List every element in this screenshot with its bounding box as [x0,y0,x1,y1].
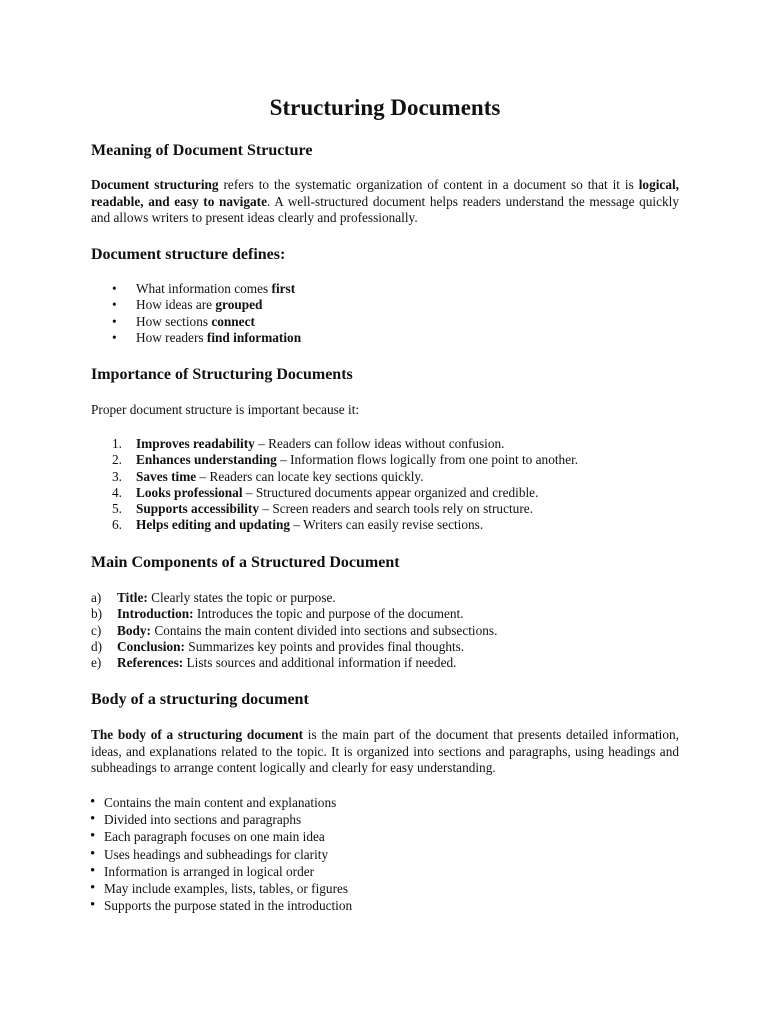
importance-intro: Proper document structure is important because it: [91,402,360,417]
text-run: – Readers can follow ideas without confusion. [254,436,505,451]
text-run: Summarizes key points and provides final thoughts. [184,638,465,654]
bold-term: Title: [117,590,148,605]
text-run: Supports the purpose stated in the introduction [104,898,353,914]
list-item [91,655,497,671]
heading-importance: Importance of Structuring Documents [91,366,353,383]
bold-term: Enhances understanding [136,452,277,468]
list-item [90,880,352,897]
importance-list [112,436,579,534]
list-item [90,794,352,811]
bullet-marker: • [90,811,96,828]
text-run: . A well-structured document helps readers understand the message quickly and allows writers to present ideas clearly and professionally. [91,193,679,225]
bullet-marker: • [90,828,96,845]
text-run: is the main part of the document that presents detailed information, ideas, and explanations related to the topic. It is organized into sections and paragraphs, using headings and subheadings to arrange content logically and clearly for easy understanding. [91,727,679,775]
list-item [112,468,578,485]
heading-meaning: Meaning of Document Structure [91,142,313,159]
bold-term: connect [211,313,255,329]
number-marker: 3. [112,468,122,484]
letter-marker: c) [91,622,102,638]
list-item [112,313,301,330]
text-run: Lists sources and additional information if needed. [183,655,457,671]
defines-list [112,281,302,346]
list-item [112,484,578,501]
bold-term: find information [206,329,302,345]
text-run: – Screen readers and search tools rely on structure. [259,501,533,517]
bold-term: Body: [117,622,151,638]
list-item [90,828,352,845]
list-item [112,501,578,517]
text-run: Uses headings and subheadings for clarity [104,846,329,862]
text-run: – Writers can easily revise sections. [290,517,484,533]
list-item [91,590,497,606]
letter-marker: d) [91,638,103,654]
list-item [90,811,352,828]
text-run: – Structured documents appear organized and credible. [242,484,539,500]
bold-term: Helps editing and updating [136,517,291,533]
bullet-marker: • [112,297,117,313]
letter-marker: e) [91,655,102,671]
list-item [112,452,579,468]
list-item [112,517,578,533]
bold-term: Document structuring [91,177,219,192]
list-item [91,606,497,622]
number-marker: 6. [112,517,122,533]
text-run: – Readers can locate key sections quickly. [196,468,424,484]
paragraph-meaning [91,177,679,227]
components-list [91,590,498,671]
list-item [90,897,353,914]
text-run: How readers [136,329,207,345]
list-item [112,297,301,313]
text-run: Introduces the topic and purpose of the document. [193,606,464,622]
text-run: Information is arranged in logical order [104,863,315,879]
bold-term: Saves time [136,468,197,484]
list-item [90,845,352,863]
bold-term: logical, readable, and easy to navigate [91,177,679,209]
text-run: Each paragraph focuses on one main idea [104,829,325,845]
bold-term: Looks professional [136,484,243,500]
heading-body: Body of a structuring document [91,691,309,708]
list-item [112,329,302,346]
bold-term: grouped [215,297,263,313]
bullet-marker: • [90,897,96,914]
text-run: Contains the main content and explanations [104,795,337,810]
document-title: Structuring Documents [269,95,501,120]
text-run: May include examples, lists, tables, or figures [104,881,349,897]
bold-term: The body of a structuring document [91,727,304,742]
text-run: Divided into sections and paragraphs [104,812,302,828]
heading-components: Main Components of a Structured Document [91,554,400,571]
bullet-marker: • [112,313,117,329]
list-item [91,622,498,639]
bold-term: Conclusion: [117,638,185,654]
bullet-marker: • [90,880,96,897]
bullet-marker: • [90,862,96,879]
text-run: What information comes [136,281,272,296]
list-item [112,436,578,452]
text-run: Clearly states the topic or purpose. [147,590,336,605]
number-marker: 4. [112,484,122,500]
list-item [112,281,301,297]
bold-term: References: [117,655,184,671]
list-item [90,862,352,880]
list-item [91,638,497,655]
bullet-marker: • [112,329,117,345]
body-list [90,794,353,914]
text-run: How sections [136,313,212,329]
text-run: – Information flows logically from one point to another. [276,452,579,468]
letter-marker: b) [91,606,103,622]
number-marker: 5. [112,501,122,517]
bullet-marker: • [112,281,117,296]
heading-defines: Document structure defines: [91,246,286,263]
letter-marker: a) [91,590,102,605]
bullet-marker: • [90,794,96,810]
text-run: refers to the systematic organization of content in a document so that it is [218,177,639,192]
bold-term: Improves readability [136,436,255,451]
bold-term: Introduction: [117,606,194,622]
text-run: How ideas are [136,297,216,313]
number-marker: 1. [112,436,122,451]
bold-term: Supports accessibility [136,501,260,517]
number-marker: 2. [112,452,122,468]
bold-term: first [271,281,296,296]
text-run: Contains the main content divided into sections and subsections. [151,622,498,638]
bullet-marker: • [90,845,96,862]
paragraph-body [91,727,679,777]
